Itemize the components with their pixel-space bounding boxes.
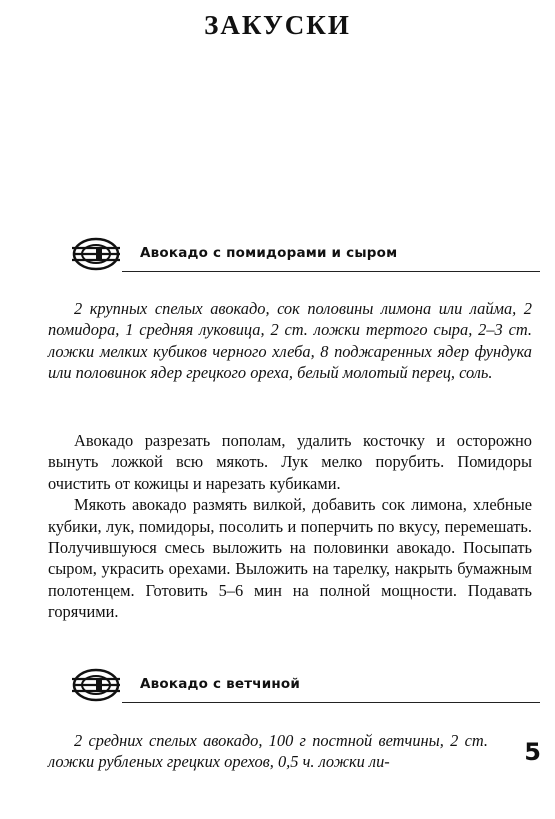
plate-with-cutlery-icon	[70, 236, 122, 272]
title-underline	[122, 702, 540, 704]
instruction-paragraph: Авокадо разрезать пополам, удалить косточку и осторожно вынуть ложкой всю мякоть. Лук мелко порубить. Помидоры очистить от кожицы и нарезать кубиками.	[48, 431, 532, 493]
page-title: ЗАКУСКИ	[204, 10, 351, 40]
ingredients-text	[48, 298, 532, 384]
page-number: 5	[524, 738, 541, 766]
ingredients-text	[48, 730, 488, 773]
recipe-header	[70, 236, 540, 272]
plate-with-cutlery-icon	[70, 667, 122, 703]
ingredients-paragraph: 2 крупных спелых авокадо, сок половины лимона или лайма, 2 помидора, 1 средняя луковица, 2 ст. ложки тертого сыра, 2–3 ст. ложки мелких кубиков черного хлеба, 8 поджаренных ядер фундука или половинок ядер грецкого ореха, белый молотый перец, соль.	[48, 299, 532, 383]
recipe-title: Авокадо с ветчиной	[140, 676, 301, 692]
instructions-text	[48, 430, 532, 623]
ingredients-paragraph: 2 средних спелых авокадо, 100 г постной ветчины, 2 ст. ложки рубленых грецких орехов, 0,5 ч. ложки ли-	[48, 731, 488, 772]
recipe-header	[70, 667, 540, 703]
title-underline	[122, 271, 540, 273]
instruction-paragraph: Мякоть авокадо размять вилкой, добавить сок лимона, хлебные кубики, лук, помидоры, посолить и поперчить по вкусу, перемешать. Получившуюся смесь выложить на половинки авокадо. Посыпать сыром, украсить орехами. Выложить на тарелку, накрыть бумажным полотенцем. Готовить 5–6 мин на полной мощности. Подавать горячими.	[48, 495, 532, 622]
recipe-title: Авокадо с помидорами и сыром	[140, 245, 398, 261]
